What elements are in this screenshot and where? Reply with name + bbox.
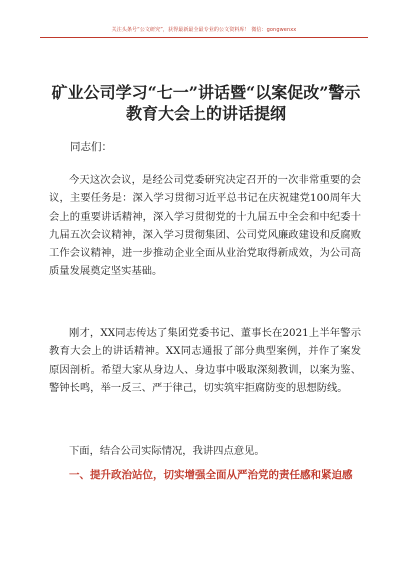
paragraph-3: 下面，结合公司实际情况，我讲四点意见。 xyxy=(69,445,265,457)
section-heading-1: 一、提升政治站位，切实增强全面从严治党的责任感和紧迫感 xyxy=(69,469,353,481)
document-title: 矿业公司学习“七一”讲话暨“以案促改”警示教育大会上的讲话提纲 xyxy=(51,83,361,123)
paragraph-1: 今天这次会议，是经公司党委研究决定召开的一次非常重要的会议，主要任务是：深入学习贯彻习近平总书记在庆祝建党100周年大会上的重要讲话精神，深入学习贯彻党的十九届五中全会和中纪委十九届五次会议精神，深入学习贯彻集团、公司党风廉政建设和反腐败工作会议精神，进一步推动企业全面从业治党取得新成效，为公司高质量发展奠定坚实基础。 xyxy=(49,174,361,278)
header-divider xyxy=(40,37,368,38)
header-note: 关注头条号“公文研究”，获得最新最全最专业的公文资料库！ 微信：gongwenxx xyxy=(111,27,297,33)
paragraph-2: 刚才，XX同志传达了集团党委书记、董事长在2021上半年警示教育大会上的讲话精神。XX同志通报了部分典型案例，并作了案发原因剖析。希望大家从身边人、身边事中吸取深刻教训，以案为鉴、警钟长鸣，举一反三、严于律己，切实筑牢拒腐防变的思想防线。 xyxy=(49,327,361,394)
greeting: 同志们： xyxy=(70,141,112,153)
